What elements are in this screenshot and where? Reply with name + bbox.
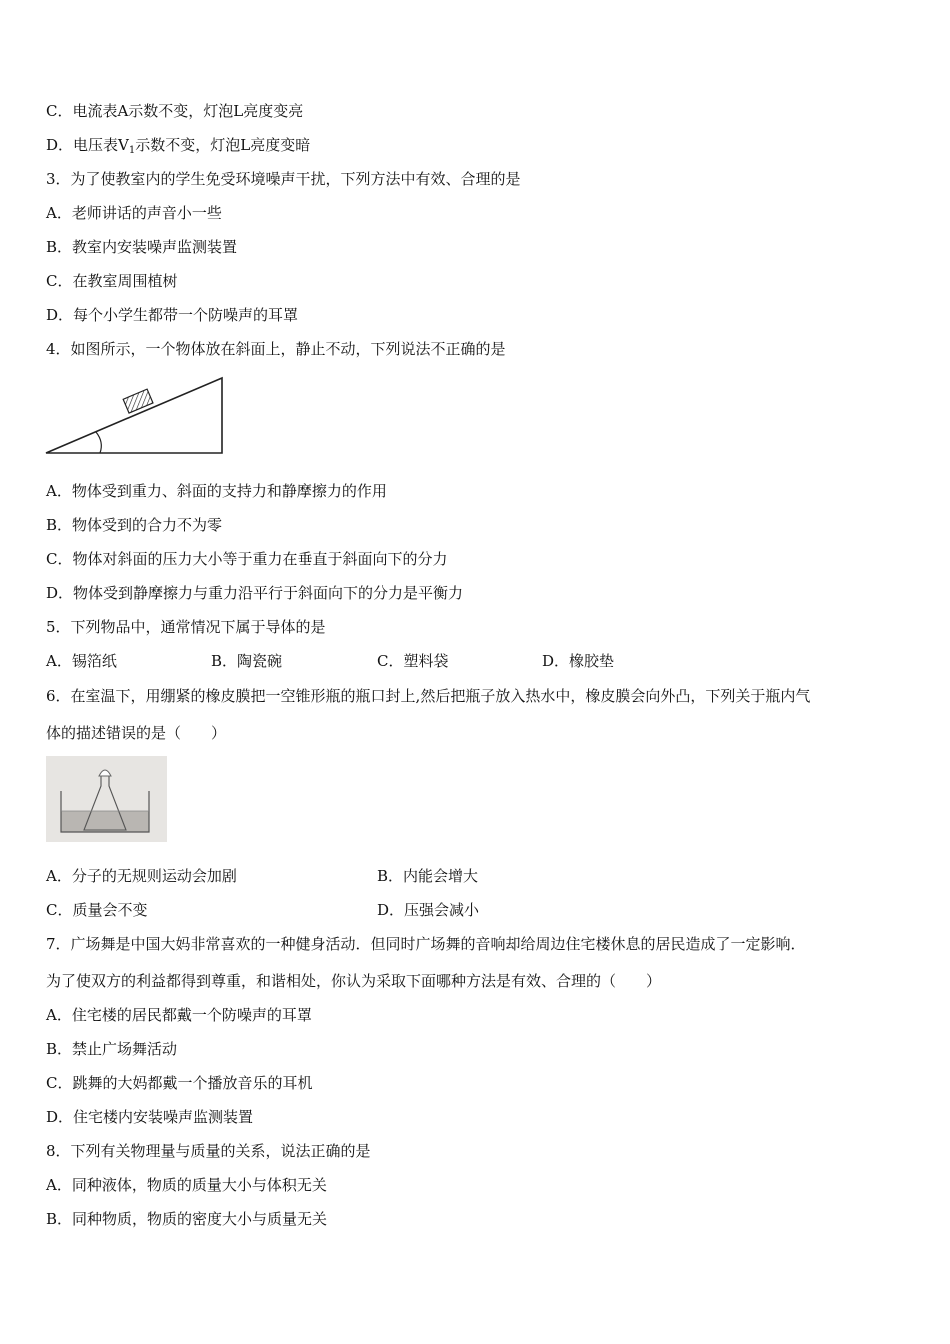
option-c-ammeter: C．电流表A示数不变，灯泡L亮度变亮 bbox=[46, 102, 304, 120]
q4-option-b: B．物体受到的合力不为零 bbox=[46, 516, 223, 534]
q3-option-b: B．教室内安装噪声监测装置 bbox=[46, 238, 238, 256]
q4-option-a: A．物体受到重力、斜面的支持力和静摩擦力的作用 bbox=[46, 482, 387, 500]
incline-diagram bbox=[44, 374, 228, 458]
q5-option-d: D．橡胶垫 bbox=[542, 652, 615, 670]
question-7-line-2: 为了使双方的利益都得到尊重，和谐相处，你认为采取下面哪种方法是有效、合理的（ ） bbox=[46, 972, 662, 990]
q7-option-c: C．跳舞的大妈都戴一个播放音乐的耳机 bbox=[46, 1074, 313, 1092]
q4-option-c: C．物体对斜面的压力大小等于重力在垂直于斜面向下的分力 bbox=[46, 550, 448, 568]
question-6-line-2: 体的描述错误的是（ ） bbox=[46, 724, 227, 742]
question-4: 4．如图所示，一个物体放在斜面上，静止不动，下列说法不正确的是 bbox=[46, 340, 506, 358]
q8-option-b: B．同种物质，物质的密度大小与质量无关 bbox=[46, 1210, 328, 1228]
q6-option-d: D．压强会减小 bbox=[377, 901, 480, 919]
incline-angle-arc bbox=[96, 432, 101, 453]
question-7-line-1: 7．广场舞是中国大妈非常喜欢的一种健身活动．但同时广场舞的音响却给周边住宅楼休息的居民造成了一定影响． bbox=[46, 935, 806, 953]
q5-option-a: A．锡箔纸 bbox=[46, 652, 117, 670]
q6-option-a: A．分子的无规则运动会加剧 bbox=[46, 867, 237, 885]
q3-option-c: C．在教室周围植树 bbox=[46, 272, 178, 290]
q3-option-d: D．每个小学生都带一个防噪声的耳罩 bbox=[46, 306, 299, 324]
option-d-voltmeter bbox=[46, 135, 310, 161]
question-3: 3．为了使教室内的学生免受环境噪声干扰，下列方法中有效、合理的是 bbox=[46, 170, 521, 188]
q5-option-b: B．陶瓷碗 bbox=[211, 652, 283, 670]
option-d-voltmeter-rest: 示数不变，灯泡L亮度变暗 bbox=[135, 136, 311, 154]
q6-option-c: C．质量会不变 bbox=[46, 901, 148, 919]
question-6-line-1: 6．在室温下，用绷紧的橡皮膜把一空锥形瓶的瓶口封上,然后把瓶子放入热水中，橡皮膜会向外凸，下列关于瓶内气 bbox=[46, 687, 811, 705]
incline-triangle bbox=[46, 378, 222, 453]
question-5: 5．下列物品中，通常情况下属于导体的是 bbox=[46, 618, 326, 636]
q5-option-c: C．塑料袋 bbox=[377, 652, 449, 670]
flask-in-hot-water-photo bbox=[46, 756, 167, 842]
q4-option-d: D．物体受到静摩擦力与重力沿平行于斜面向下的分力是平衡力 bbox=[46, 584, 464, 602]
q7-option-b: B．禁止广场舞活动 bbox=[46, 1040, 178, 1058]
q6-option-b: B．内能会增大 bbox=[377, 867, 479, 885]
q3-option-a: A．老师讲话的声音小一些 bbox=[46, 204, 222, 222]
question-8: 8．下列有关物理量与质量的关系，说法正确的是 bbox=[46, 1142, 371, 1160]
q8-option-a: A．同种液体，物质的质量大小与体积无关 bbox=[46, 1176, 327, 1194]
voltmeter-subscript: 1 bbox=[128, 145, 136, 156]
option-d-voltmeter-text: D．电压表V bbox=[46, 136, 129, 154]
q7-option-a: A．住宅楼的居民都戴一个防噪声的耳罩 bbox=[46, 1006, 312, 1024]
q7-option-d: D．住宅楼内安装噪声监测装置 bbox=[46, 1108, 254, 1126]
hot-water bbox=[61, 811, 149, 832]
